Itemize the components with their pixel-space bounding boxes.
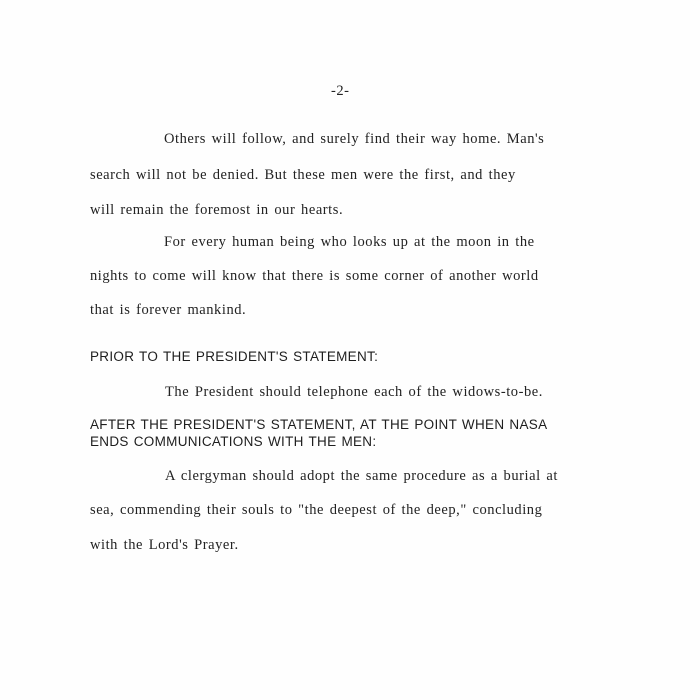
paragraph-line: A clergyman should adopt the same procedure as a burial at (165, 468, 558, 484)
paragraph-line: Others will follow, and surely find their way home. Man's (164, 131, 545, 147)
paragraph-line: For every human being who looks up at the moon in the (164, 234, 535, 250)
paragraph-line: will remain the foremost in our hearts. (90, 202, 344, 218)
paragraph-line: sea, commending their souls to "the deepest of the deep," concluding (90, 502, 543, 518)
heading-line: AFTER THE PRESIDENT'S STATEMENT, AT THE POINT WHEN NASA (90, 417, 548, 432)
heading-prior-to-statement: PRIOR TO THE PRESIDENT'S STATEMENT: (90, 349, 379, 364)
page-number: -2- (331, 83, 350, 99)
paragraph-line: nights to come will know that there is some corner of another world (90, 268, 539, 284)
paragraph-line: search will not be denied. But these men were the first, and they (90, 167, 516, 183)
prior-instruction: The President should telephone each of the widows-to-be. (165, 384, 543, 400)
heading-line: ENDS COMMUNICATIONS WITH THE MEN: (90, 434, 377, 449)
paragraph-line: with the Lord's Prayer. (90, 537, 239, 553)
paragraph-line: that is forever mankind. (90, 302, 247, 318)
